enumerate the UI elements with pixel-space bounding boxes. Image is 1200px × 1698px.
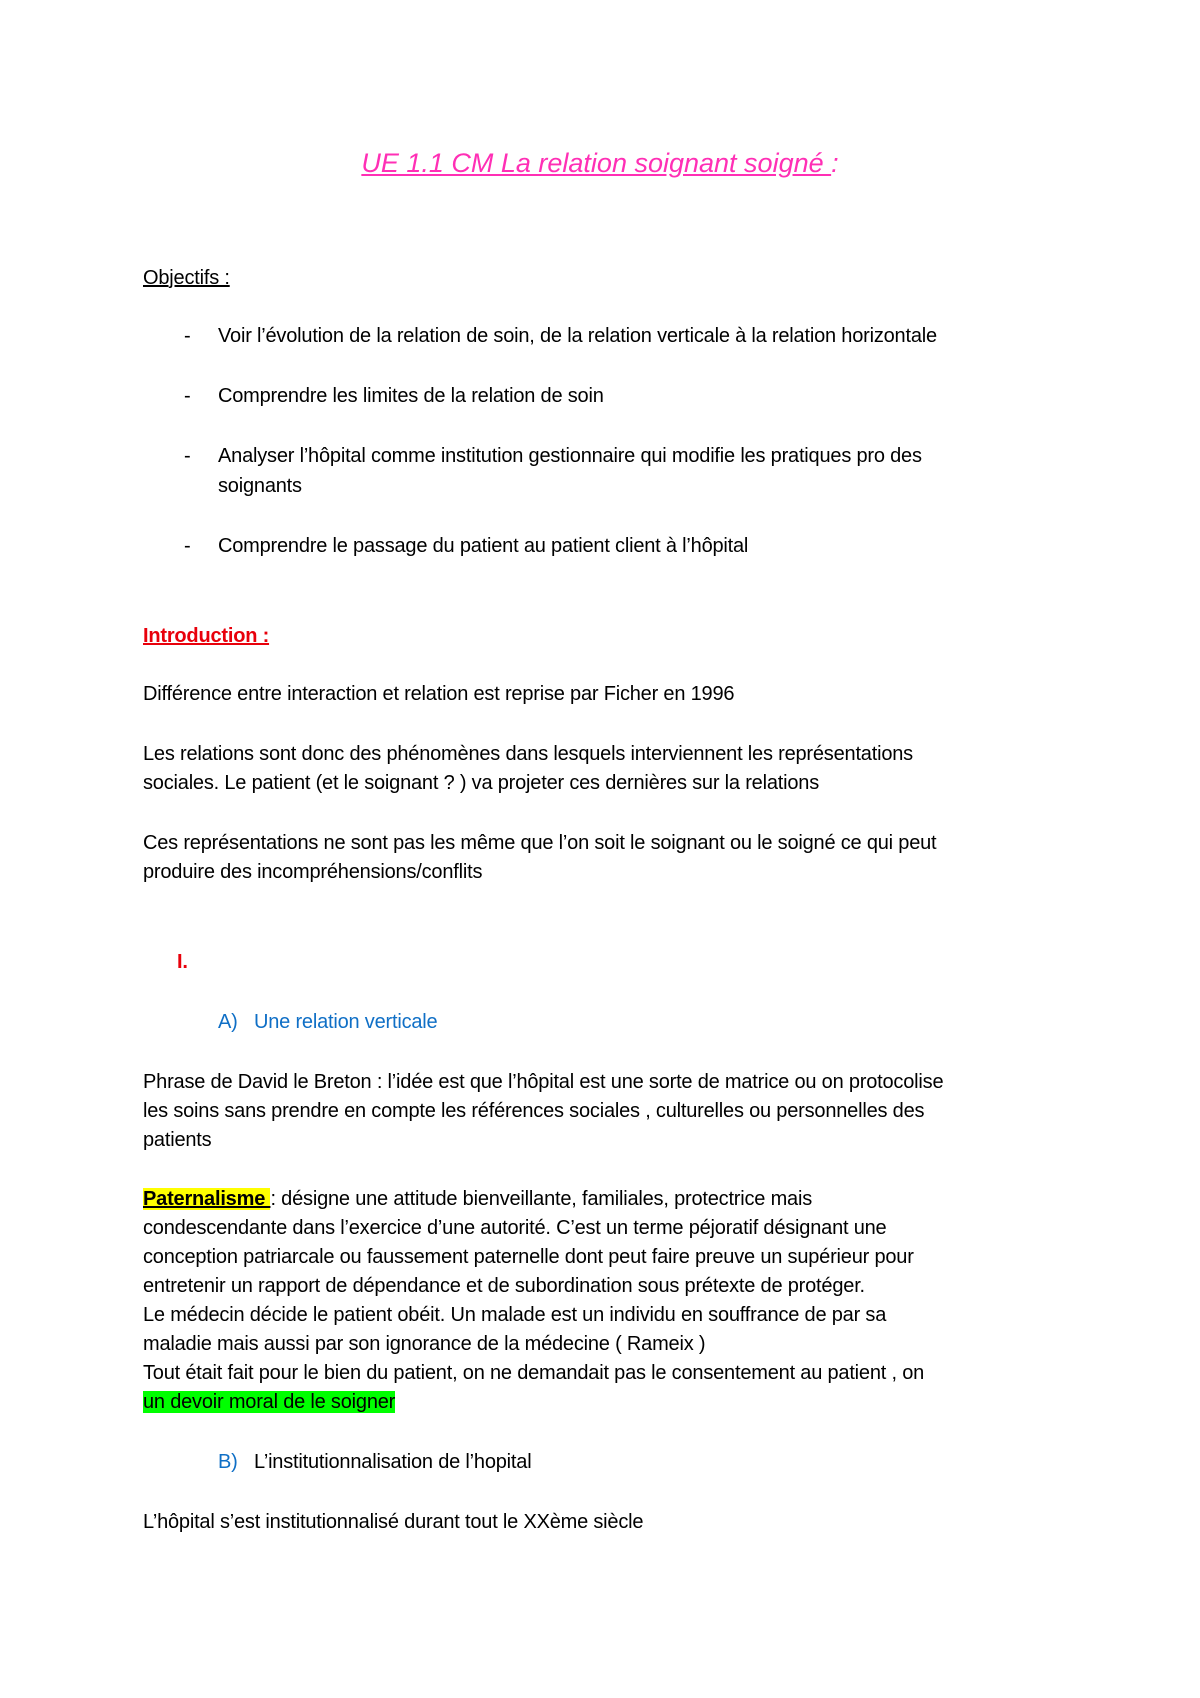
paternalisme-line: conception patriarcale ou faussement paternelle dont peut faire preuve un supérieur pour <box>143 1246 914 1268</box>
title-main: UE 1.1 CM La relation soignant soigné <box>361 148 832 178</box>
bullet-dash: - <box>184 325 191 347</box>
section-numeral: I. <box>177 951 188 973</box>
objectives-heading: Objectifs : <box>143 267 230 289</box>
objective-item: Analyser l’hôpital comme institution gestionnaire qui modifie les pratiques pro des <box>218 445 922 467</box>
breton-paragraph-line: patients <box>143 1129 212 1151</box>
paternalisme-line: Tout était fait pour le bien du patient, on ne demandait pas le consentement au patient , on <box>143 1362 925 1384</box>
paternalisme-line: condescendante dans l’exercice d’une autorité. C’est un terme péjoratif désignant une <box>143 1217 887 1239</box>
intro-paragraph-line: Ces représentations ne sont pas les même que l’on soit le soignant ou le soigné ce qui peut <box>143 832 937 854</box>
paternalisme-line: Le médecin décide le patient obéit. Un malade est un individu en souffrance de par sa <box>143 1304 887 1326</box>
paternalisme-first-line <box>143 1185 812 1214</box>
intro-paragraph-line: Les relations sont donc des phénomènes dans lesquels interviennent les représentations <box>143 743 913 765</box>
paternalisme-highlight-line <box>143 1388 395 1417</box>
intro-paragraph-line: produire des incompréhensions/conflits <box>143 861 483 883</box>
subsection-b-heading: L’institutionnalisation de l’hopital <box>254 1451 532 1473</box>
subsection-b-marker: B) <box>218 1451 238 1473</box>
objective-item-continued: soignants <box>218 475 302 497</box>
objective-item: Comprendre les limites de la relation de soin <box>218 385 604 407</box>
paternalisme-term: Paternalisme <box>143 1188 271 1210</box>
breton-paragraph-line: les soins sans prendre en compte les références sociales , culturelles ou personnelles des <box>143 1100 925 1122</box>
paternalisme-line: entretenir un rapport de dépendance et de subordination sous prétexte de protéger. <box>143 1275 865 1297</box>
objective-item: Voir l’évolution de la relation de soin, de la relation verticale à la relation horizontale <box>218 325 937 347</box>
intro-paragraph-line: sociales. Le patient (et le soignant ? ) va projeter ces dernières sur la relations <box>143 772 819 794</box>
document-title <box>0 148 1200 179</box>
objective-item: Comprendre le passage du patient au patient client à l’hôpital <box>218 535 749 557</box>
intro-paragraph-line: Différence entre interaction et relation est reprise par Ficher en 1996 <box>143 683 735 705</box>
breton-paragraph-line: Phrase de David le Breton : l’idée est que l’hôpital est une sorte de matrice ou on protocolise <box>143 1071 944 1093</box>
introduction-heading: Introduction : <box>143 625 270 647</box>
subsection-a-marker: A) <box>218 1011 238 1033</box>
last-paragraph-line: L’hôpital s’est institutionnalisé durant tout le XXème siècle <box>143 1511 644 1533</box>
paternalisme-line: maladie mais aussi par son ignorance de la médecine ( Rameix ) <box>143 1333 706 1355</box>
title-suffix: : <box>831 148 839 178</box>
green-highlight: un devoir moral de le soigner <box>143 1391 396 1413</box>
bullet-dash: - <box>184 445 191 467</box>
bullet-dash: - <box>184 535 191 557</box>
subsection-a-heading: Une relation verticale <box>254 1011 438 1033</box>
paternalisme-definition: : désigne une attitude bienveillante, familiales, protectrice mais <box>270 1188 813 1210</box>
bullet-dash: - <box>184 385 191 407</box>
